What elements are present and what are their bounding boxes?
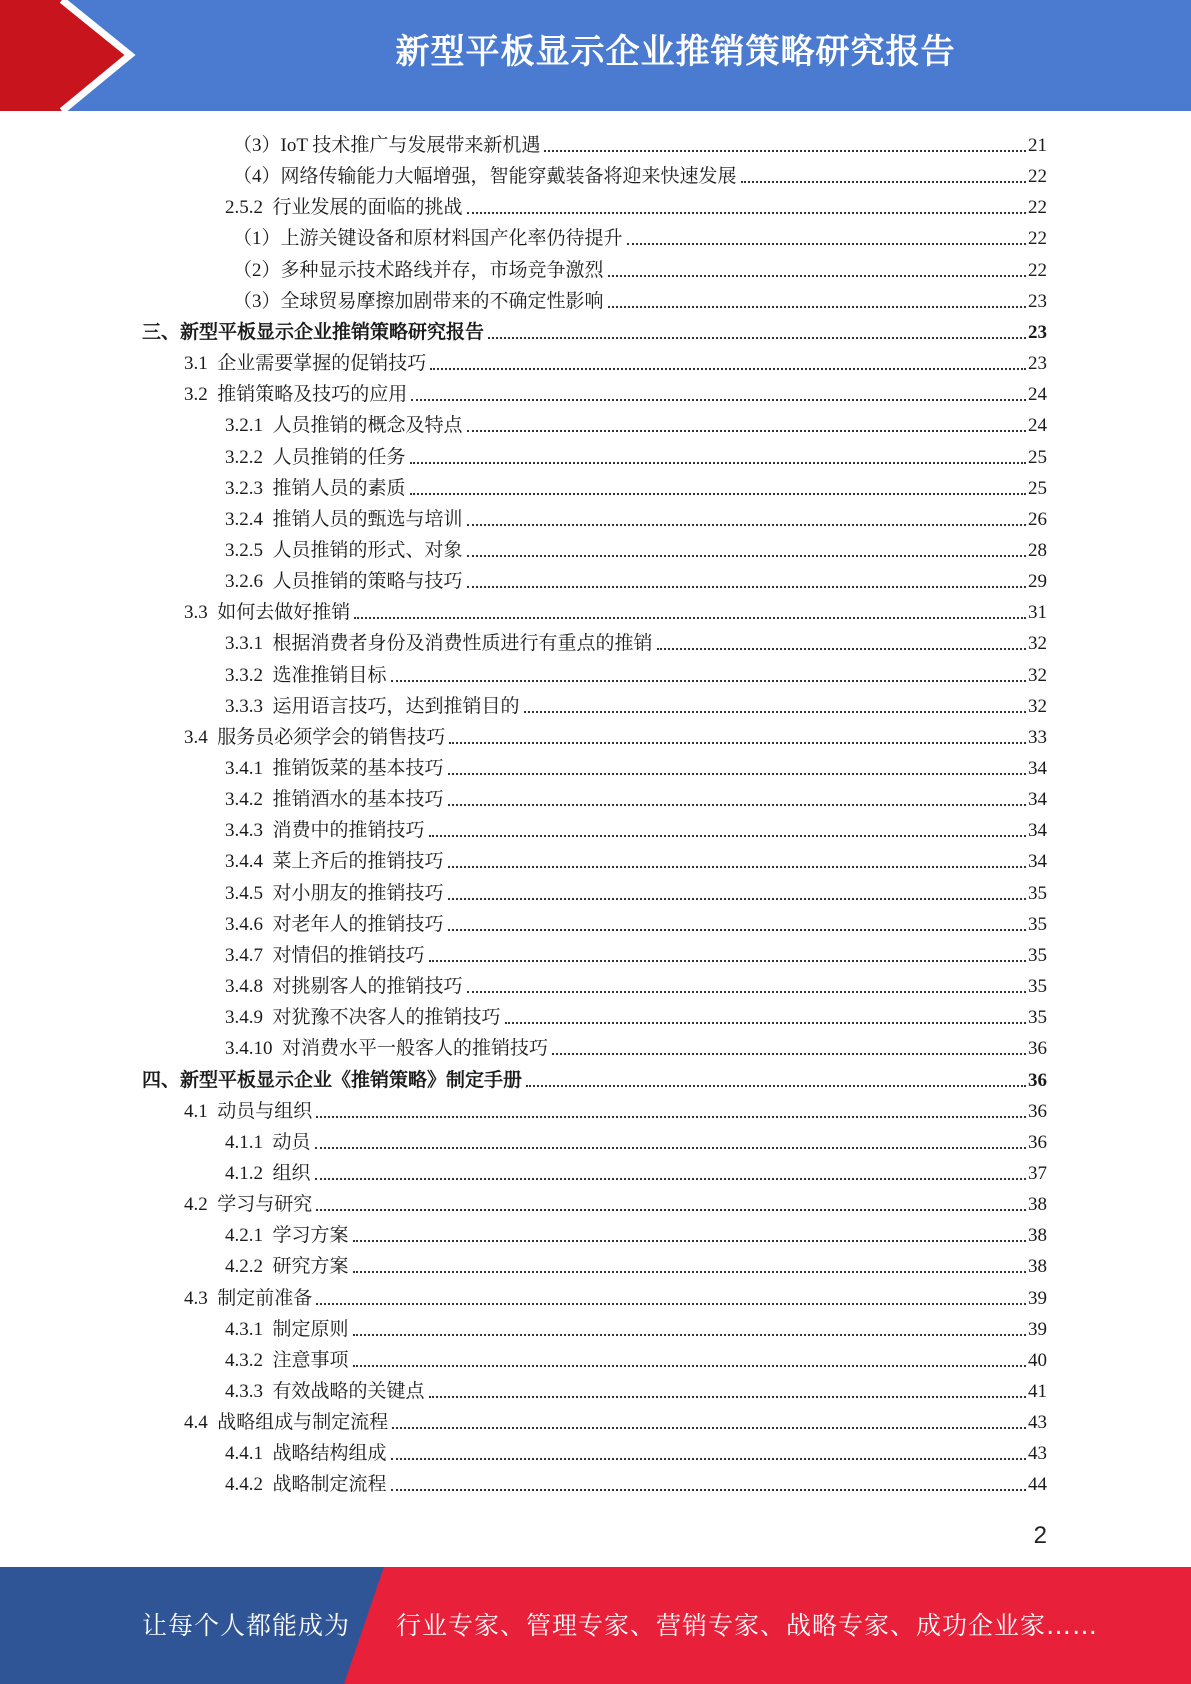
toc-entry-page: 32 bbox=[1028, 664, 1047, 686]
toc-entry[interactable] bbox=[225, 1312, 1047, 1343]
toc-leader-dots bbox=[526, 1084, 1026, 1087]
toc-entry-number: 三、 bbox=[142, 321, 181, 343]
toc-leader-dots bbox=[316, 1302, 1026, 1305]
toc-entry[interactable] bbox=[184, 1094, 1047, 1125]
toc-entry[interactable] bbox=[233, 221, 1047, 252]
toc-entry[interactable] bbox=[225, 751, 1047, 782]
toc-entry-number: 4.4 bbox=[184, 1412, 218, 1434]
toc-entry-number: 3.2.3 bbox=[225, 477, 273, 499]
toc-leader-dots bbox=[315, 1146, 1026, 1149]
toc-entry-number: 3.4.5 bbox=[225, 882, 273, 904]
toc-entry[interactable] bbox=[184, 595, 1047, 626]
toc-entry-title: 消费中的推销技巧 bbox=[272, 820, 425, 842]
toc-entry-number: 3.4.4 bbox=[225, 851, 273, 873]
toc-entry-title: 运用语言技巧，达到推销目的 bbox=[272, 695, 520, 717]
toc-entry[interactable] bbox=[225, 658, 1047, 689]
toc-entry-title: 人员推销的形式、对象 bbox=[272, 539, 463, 561]
toc-entry-title: 战略结构组成 bbox=[272, 1443, 387, 1465]
toc-leader-dots bbox=[505, 1021, 1026, 1024]
toc-entry-page: 31 bbox=[1028, 602, 1047, 624]
toc-entry[interactable] bbox=[225, 1436, 1047, 1467]
toc-entry-title: 根据消费者身份及消费性质进行有重点的推销 bbox=[272, 633, 653, 655]
toc-entry-title: 学习与研究 bbox=[217, 1194, 313, 1216]
toc-entry-page: 36 bbox=[1028, 1131, 1047, 1153]
document-title: 新型平板显示企业推销策略研究报告 bbox=[395, 32, 956, 72]
toc-leader-dots bbox=[448, 865, 1026, 868]
toc-leader-dots bbox=[391, 1488, 1026, 1491]
toc-leader-dots bbox=[353, 1270, 1026, 1273]
toc-entry-number: （3） bbox=[233, 290, 281, 312]
toc-entry-number: （1） bbox=[233, 228, 281, 250]
toc-entry-page: 34 bbox=[1028, 851, 1047, 873]
toc-leader-dots bbox=[467, 554, 1026, 557]
toc-entry-page: 39 bbox=[1028, 1287, 1047, 1309]
toc-entry[interactable] bbox=[142, 1063, 1047, 1094]
page-header bbox=[0, 0, 1191, 111]
toc-entry-page: 23 bbox=[1028, 290, 1047, 312]
toc-entry-title: 服务员必须学会的销售技巧 bbox=[217, 726, 446, 748]
toc-entry-number: 3.4.6 bbox=[225, 913, 273, 935]
toc-entry[interactable] bbox=[225, 502, 1047, 533]
toc-entry-page: 35 bbox=[1028, 913, 1047, 935]
toc-entry-page: 24 bbox=[1028, 415, 1047, 437]
toc-entry[interactable] bbox=[225, 938, 1047, 969]
toc-entry-title: 对挑剔客人的推销技巧 bbox=[272, 976, 463, 998]
toc-leader-dots bbox=[354, 616, 1026, 619]
toc-leader-dots bbox=[316, 1208, 1026, 1211]
toc-entry[interactable] bbox=[225, 440, 1047, 471]
toc-entry-title: 研究方案 bbox=[272, 1256, 349, 1278]
toc-entry-page: 40 bbox=[1028, 1349, 1047, 1371]
toc-entry[interactable] bbox=[225, 564, 1047, 595]
toc-entry-number: 4.4.2 bbox=[225, 1474, 273, 1496]
toc-leader-dots bbox=[552, 1052, 1026, 1055]
toc-entry-page: 32 bbox=[1028, 695, 1047, 717]
toc-entry[interactable] bbox=[225, 1218, 1047, 1249]
toc-entry[interactable] bbox=[225, 1031, 1047, 1062]
toc-entry-number: 四、 bbox=[142, 1069, 181, 1091]
page-number: 2 bbox=[1033, 1522, 1047, 1549]
toc-entry-number: 3.4.7 bbox=[225, 944, 273, 966]
toc-entry-number: 4.1.2 bbox=[225, 1162, 273, 1184]
toc-entry-page: 43 bbox=[1028, 1443, 1047, 1465]
toc-entry-page: 25 bbox=[1028, 477, 1047, 499]
toc-entry-number: 4.3 bbox=[184, 1287, 218, 1309]
toc-entry[interactable] bbox=[233, 253, 1047, 284]
toc-entry-title: 推销人员的素质 bbox=[272, 477, 406, 499]
toc-entry-page: 26 bbox=[1028, 508, 1047, 530]
toc-entry-page: 35 bbox=[1028, 976, 1047, 998]
toc-leader-dots bbox=[353, 1239, 1026, 1242]
toc-entry-number: （2） bbox=[233, 259, 281, 281]
toc-entry-page: 34 bbox=[1028, 820, 1047, 842]
toc-entry-number: 3.4.1 bbox=[225, 758, 273, 779]
toc-leader-dots bbox=[353, 1364, 1026, 1367]
toc-entry-number: 4.3.3 bbox=[225, 1381, 273, 1402]
toc-entry-page: 35 bbox=[1028, 882, 1047, 904]
chevron-arrow-icon bbox=[0, 0, 160, 111]
toc-entry[interactable] bbox=[225, 1156, 1047, 1187]
toc-entry-title: 战略制定流程 bbox=[272, 1474, 387, 1496]
toc-entry-number: 4.1 bbox=[184, 1100, 218, 1122]
toc-leader-dots bbox=[448, 928, 1026, 931]
toc-entry-number: 2.5.2 bbox=[225, 197, 273, 219]
toc-entry-title: 网络传输能力大幅增强，智能穿戴装备将迎来快速发展 bbox=[280, 166, 737, 188]
toc-leader-dots bbox=[429, 959, 1026, 962]
toc-leader-dots bbox=[392, 1426, 1026, 1429]
toc-entry-number: 4.1.1 bbox=[225, 1131, 273, 1153]
toc-entry-title: 企业需要掌握的促销技巧 bbox=[217, 353, 427, 375]
toc-entry-page: 36 bbox=[1028, 1069, 1047, 1091]
toc-entry-number: 3.4.9 bbox=[225, 1007, 273, 1029]
toc-entry[interactable] bbox=[225, 533, 1047, 564]
toc-entry-number: （4） bbox=[233, 166, 281, 188]
toc-entry-number: 4.2.1 bbox=[225, 1225, 273, 1247]
toc-leader-dots bbox=[488, 336, 1026, 339]
toc-entry-number: 3.2.5 bbox=[225, 539, 273, 561]
toc-entry[interactable] bbox=[184, 1405, 1047, 1436]
toc-entry-number: 3.2.1 bbox=[225, 415, 273, 437]
toc-entry-title: 注意事项 bbox=[272, 1349, 349, 1371]
toc-entry-title: 组织 bbox=[272, 1162, 311, 1184]
toc-entry-number: 3.3.1 bbox=[225, 633, 273, 655]
toc-entry-page: 21 bbox=[1028, 135, 1047, 156]
toc-entry-number: 4.2 bbox=[184, 1194, 218, 1216]
toc-leader-dots bbox=[410, 461, 1026, 464]
toc-entry[interactable] bbox=[225, 689, 1047, 720]
toc-entry[interactable] bbox=[225, 190, 1047, 221]
toc-entry-page: 35 bbox=[1028, 1007, 1047, 1029]
toc-entry-page: 38 bbox=[1028, 1225, 1047, 1247]
toc-entry[interactable] bbox=[233, 159, 1047, 190]
toc-entry[interactable] bbox=[225, 1374, 1047, 1405]
toc-entry-page: 38 bbox=[1028, 1194, 1047, 1216]
toc-entry[interactable] bbox=[184, 1281, 1047, 1312]
toc-leader-dots bbox=[448, 803, 1026, 806]
toc-entry-number: 3.2.2 bbox=[225, 446, 273, 468]
toc-entry-page: 24 bbox=[1028, 384, 1047, 406]
toc-entry-title: 菜上齐后的推销技巧 bbox=[272, 851, 444, 873]
toc-entry-page: 32 bbox=[1028, 633, 1047, 655]
toc-leader-dots bbox=[429, 1395, 1026, 1398]
toc-entry-title: 全球贸易摩擦加剧带来的不确定性影响 bbox=[280, 290, 604, 312]
toc-entry-page: 43 bbox=[1028, 1412, 1047, 1434]
toc-entry-page: 22 bbox=[1028, 166, 1047, 188]
toc-entry-page: 41 bbox=[1028, 1381, 1047, 1402]
toc-entry-number: 3.2.6 bbox=[225, 571, 273, 593]
toc-entry-page: 36 bbox=[1028, 1100, 1047, 1122]
toc-entry-number: 3.3.3 bbox=[225, 695, 273, 717]
toc-entry[interactable] bbox=[225, 1000, 1047, 1031]
toc-entry-title: 制定前准备 bbox=[217, 1287, 313, 1309]
toc-entry-title: 对犹豫不决客人的推销技巧 bbox=[272, 1007, 501, 1029]
toc-entry-number: 3.3 bbox=[184, 602, 218, 624]
toc-entry[interactable] bbox=[142, 315, 1047, 346]
toc-entry-title: 推销策略及技巧的应用 bbox=[217, 384, 408, 406]
toc-leader-dots bbox=[411, 398, 1026, 401]
toc-entry-title: IoT 技术推广与发展带来新机遇 bbox=[280, 135, 541, 156]
toc-entry-page: 35 bbox=[1028, 944, 1047, 966]
toc-entry-page: 34 bbox=[1028, 789, 1047, 811]
toc-entry-number: 3.4.2 bbox=[225, 789, 273, 811]
toc-leader-dots bbox=[430, 367, 1026, 370]
toc-entry[interactable] bbox=[225, 471, 1047, 502]
toc-leader-dots bbox=[467, 990, 1026, 993]
toc-entry[interactable] bbox=[184, 346, 1047, 377]
toc-entry-title: 人员推销的概念及特点 bbox=[272, 415, 463, 437]
toc-entry-title: 选准推销目标 bbox=[272, 664, 387, 686]
toc-entry-page: 25 bbox=[1028, 446, 1047, 468]
toc-entry-title: 对消费水平一般客人的推销技巧 bbox=[282, 1038, 549, 1060]
toc-entry-number: 4.2.2 bbox=[225, 1256, 273, 1278]
toc-leader-dots bbox=[391, 679, 1026, 682]
toc-entry[interactable] bbox=[184, 1187, 1047, 1218]
toc-entry-title: 推销酒水的基本技巧 bbox=[272, 789, 444, 811]
toc-leader-dots bbox=[544, 149, 1026, 152]
toc-entry-number: 3.2 bbox=[184, 384, 218, 406]
toc-entry-title: 动员 bbox=[272, 1131, 311, 1153]
toc-entry[interactable] bbox=[225, 813, 1047, 844]
toc-leader-dots bbox=[741, 180, 1026, 183]
toc-entry[interactable] bbox=[184, 720, 1047, 751]
toc-leader-dots bbox=[353, 1333, 1026, 1336]
toc-entry-number: 4.4.1 bbox=[225, 1443, 273, 1465]
toc-entry[interactable] bbox=[225, 1467, 1047, 1498]
toc-entry-number: 4.3.2 bbox=[225, 1349, 273, 1371]
toc-leader-dots bbox=[315, 1177, 1026, 1180]
toc-entry-title: 新型平板显示企业推销策略研究报告 bbox=[180, 321, 485, 343]
toc-entry-title: 行业发展的面临的挑战 bbox=[272, 197, 463, 219]
toc-entry-title: 动员与组织 bbox=[217, 1100, 313, 1122]
toc-entry[interactable] bbox=[184, 377, 1047, 408]
toc-entry-page: 36 bbox=[1028, 1038, 1047, 1060]
toc-entry-title: 战略组成与制定流程 bbox=[217, 1412, 389, 1434]
toc-entry[interactable] bbox=[225, 1249, 1047, 1280]
toc-entry-page: 22 bbox=[1028, 197, 1047, 219]
toc-entry-page: 44 bbox=[1028, 1474, 1047, 1496]
toc-leader-dots bbox=[524, 710, 1026, 713]
toc-entry-page: 37 bbox=[1028, 1162, 1047, 1184]
toc-leader-dots bbox=[608, 274, 1026, 277]
toc-leader-dots bbox=[410, 492, 1026, 495]
toc-entry[interactable] bbox=[225, 907, 1047, 938]
toc-leader-dots bbox=[391, 1457, 1026, 1460]
toc-leader-dots bbox=[657, 647, 1026, 650]
toc-entry-title: 学习方案 bbox=[272, 1225, 349, 1247]
toc-entry[interactable] bbox=[225, 876, 1047, 907]
toc-entry-page: 33 bbox=[1028, 726, 1047, 748]
toc-entry[interactable] bbox=[225, 1125, 1047, 1156]
toc-leader-dots bbox=[448, 897, 1026, 900]
toc-entry-number: 3.3.2 bbox=[225, 664, 273, 686]
toc-entry[interactable] bbox=[225, 1343, 1047, 1374]
toc-entry-number: 3.4.8 bbox=[225, 976, 273, 998]
toc-entry[interactable] bbox=[233, 284, 1047, 315]
footer-slogan-right: 行业专家、管理专家、营销专家、战略专家、成功企业家…… bbox=[396, 1611, 1099, 1640]
toc-entry-title: 对老年人的推销技巧 bbox=[272, 913, 444, 935]
toc-entry-title: 多种显示技术路线并存，市场竞争激烈 bbox=[280, 259, 604, 281]
page-footer bbox=[0, 1567, 1191, 1684]
toc-entry-page: 39 bbox=[1028, 1318, 1047, 1340]
toc-entry-page: 22 bbox=[1028, 259, 1047, 281]
toc-leader-dots bbox=[467, 523, 1026, 526]
toc-leader-dots bbox=[467, 211, 1026, 214]
toc-entry[interactable] bbox=[225, 844, 1047, 875]
toc-entry-title: 推销人员的甄选与培训 bbox=[272, 508, 463, 530]
toc-entry-number: 3.4.10 bbox=[225, 1038, 282, 1060]
toc-entry-number: （3） bbox=[233, 135, 281, 156]
toc-entry-page: 23 bbox=[1028, 321, 1047, 343]
toc-entry-title: 人员推销的任务 bbox=[272, 446, 406, 468]
footer-slogan-left: 让每个人都能成为 bbox=[142, 1611, 351, 1640]
toc-leader-dots bbox=[467, 429, 1026, 432]
toc-entry-title: 制定原则 bbox=[272, 1318, 349, 1340]
toc-entry[interactable] bbox=[225, 782, 1047, 813]
toc-leader-dots bbox=[429, 834, 1026, 837]
toc-leader-dots bbox=[627, 242, 1026, 245]
toc-entry-page: 23 bbox=[1028, 353, 1047, 375]
toc-leader-dots bbox=[316, 1115, 1026, 1118]
toc-entry[interactable] bbox=[233, 128, 1047, 159]
toc-entry-title: 如何去做好推销 bbox=[217, 602, 351, 624]
toc-leader-dots bbox=[467, 585, 1026, 588]
toc-leader-dots bbox=[449, 741, 1026, 744]
toc-entry-page: 28 bbox=[1028, 539, 1047, 561]
toc-leader-dots bbox=[448, 772, 1026, 775]
toc-entry[interactable] bbox=[225, 626, 1047, 657]
toc-entry-number: 3.4.3 bbox=[225, 820, 273, 842]
toc-entry-number: 3.2.4 bbox=[225, 508, 273, 530]
toc-entry-page: 34 bbox=[1028, 758, 1047, 779]
toc-entry-title: 人员推销的策略与技巧 bbox=[272, 571, 463, 593]
toc-entry-page: 29 bbox=[1028, 571, 1047, 593]
toc-entry-number: 3.1 bbox=[184, 353, 218, 375]
toc-entry-title: 推销饭菜的基本技巧 bbox=[272, 758, 444, 779]
toc-entry-title: 新型平板显示企业《推销策略》制定手册 bbox=[180, 1069, 523, 1091]
toc-entry-page: 22 bbox=[1028, 228, 1047, 250]
toc-entry-title: 有效战略的关键点 bbox=[272, 1381, 425, 1402]
toc-entry-number: 4.3.1 bbox=[225, 1318, 273, 1340]
toc-entry[interactable] bbox=[225, 969, 1047, 1000]
toc-entry-number: 3.4 bbox=[184, 726, 218, 748]
toc-entry[interactable] bbox=[225, 408, 1047, 439]
toc-leader-dots bbox=[608, 305, 1026, 308]
toc-entry-title: 上游关键设备和原材料国产化率仍待提升 bbox=[280, 228, 623, 250]
toc-entry-title: 对情侣的推销技巧 bbox=[272, 944, 425, 966]
toc-entry-page: 38 bbox=[1028, 1256, 1047, 1278]
toc-entry-title: 对小朋友的推销技巧 bbox=[272, 882, 444, 904]
